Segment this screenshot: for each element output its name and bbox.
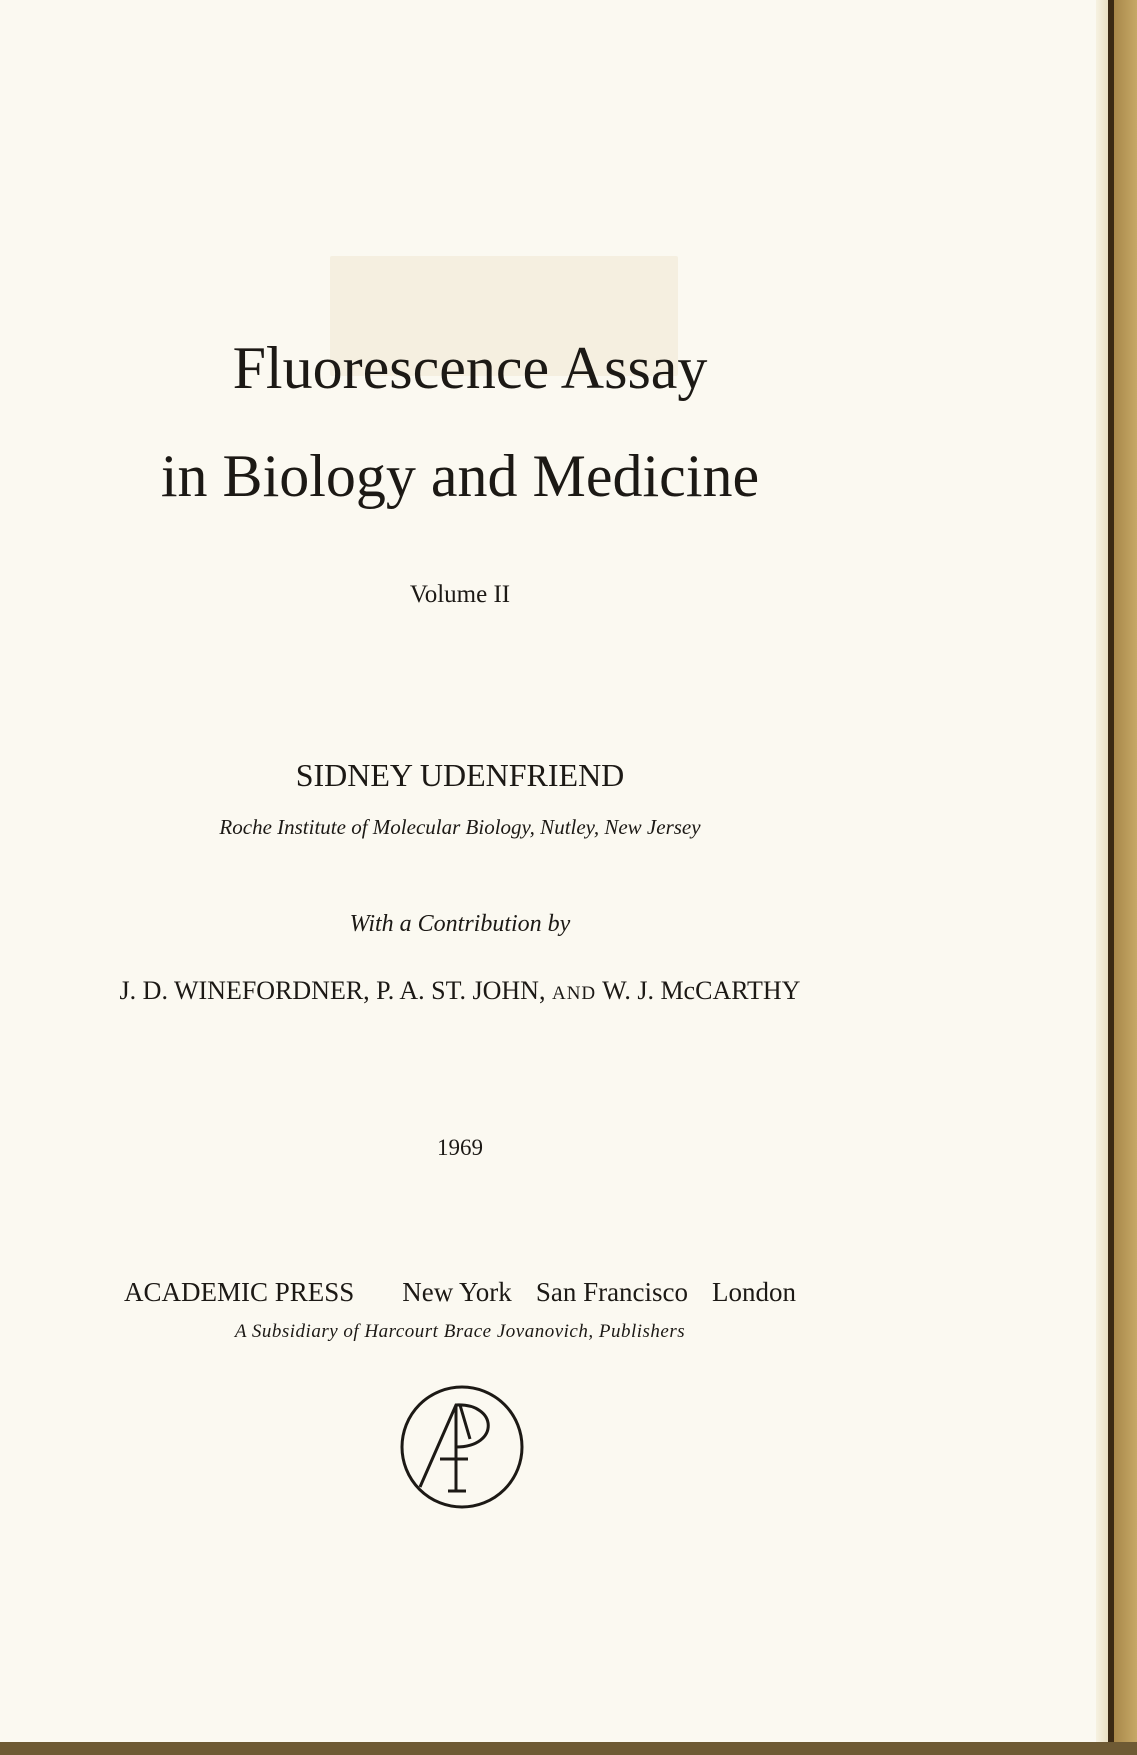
- publisher-city-london: London: [712, 1277, 797, 1307]
- book-title-line-1: Fluorescence Assay: [232, 335, 708, 401]
- author-name: SIDNEY UDENFRIEND: [295, 757, 625, 793]
- contributors-names-first: J. D. WINEFORDNER, P. A. ST. JOHN,: [119, 976, 546, 1005]
- bottom-cover-edge: [0, 1742, 1137, 1755]
- contributors-line: [0, 978, 920, 1004]
- contributors-and: AND: [551, 983, 597, 1004]
- volume-label: Volume II: [409, 581, 511, 608]
- book-title-line-2: in Biology and Medicine: [160, 443, 760, 509]
- publisher-name: ACADEMIC PRESS: [123, 1277, 355, 1307]
- publisher-line: [0, 1279, 920, 1306]
- contribution-label: With a Contribution by: [349, 911, 571, 937]
- page-edge-shadow: [1096, 0, 1108, 1742]
- ap-monogram-icon: [398, 1383, 526, 1511]
- publisher-subsidiary-note: A Subsidiary of Harcourt Brace Jovanovich, Publishers: [234, 1321, 686, 1342]
- publisher-city-san-francisco: San Francisco: [535, 1277, 689, 1307]
- cover-board: [1114, 0, 1137, 1755]
- contributors-names-last: W. J. McCARTHY: [602, 976, 801, 1005]
- author-affiliation: Roche Institute of Molecular Biology, Nutley, New Jersey: [219, 815, 701, 839]
- publisher-city-new-york: New York: [402, 1277, 512, 1307]
- publication-year: 1969: [437, 1135, 483, 1160]
